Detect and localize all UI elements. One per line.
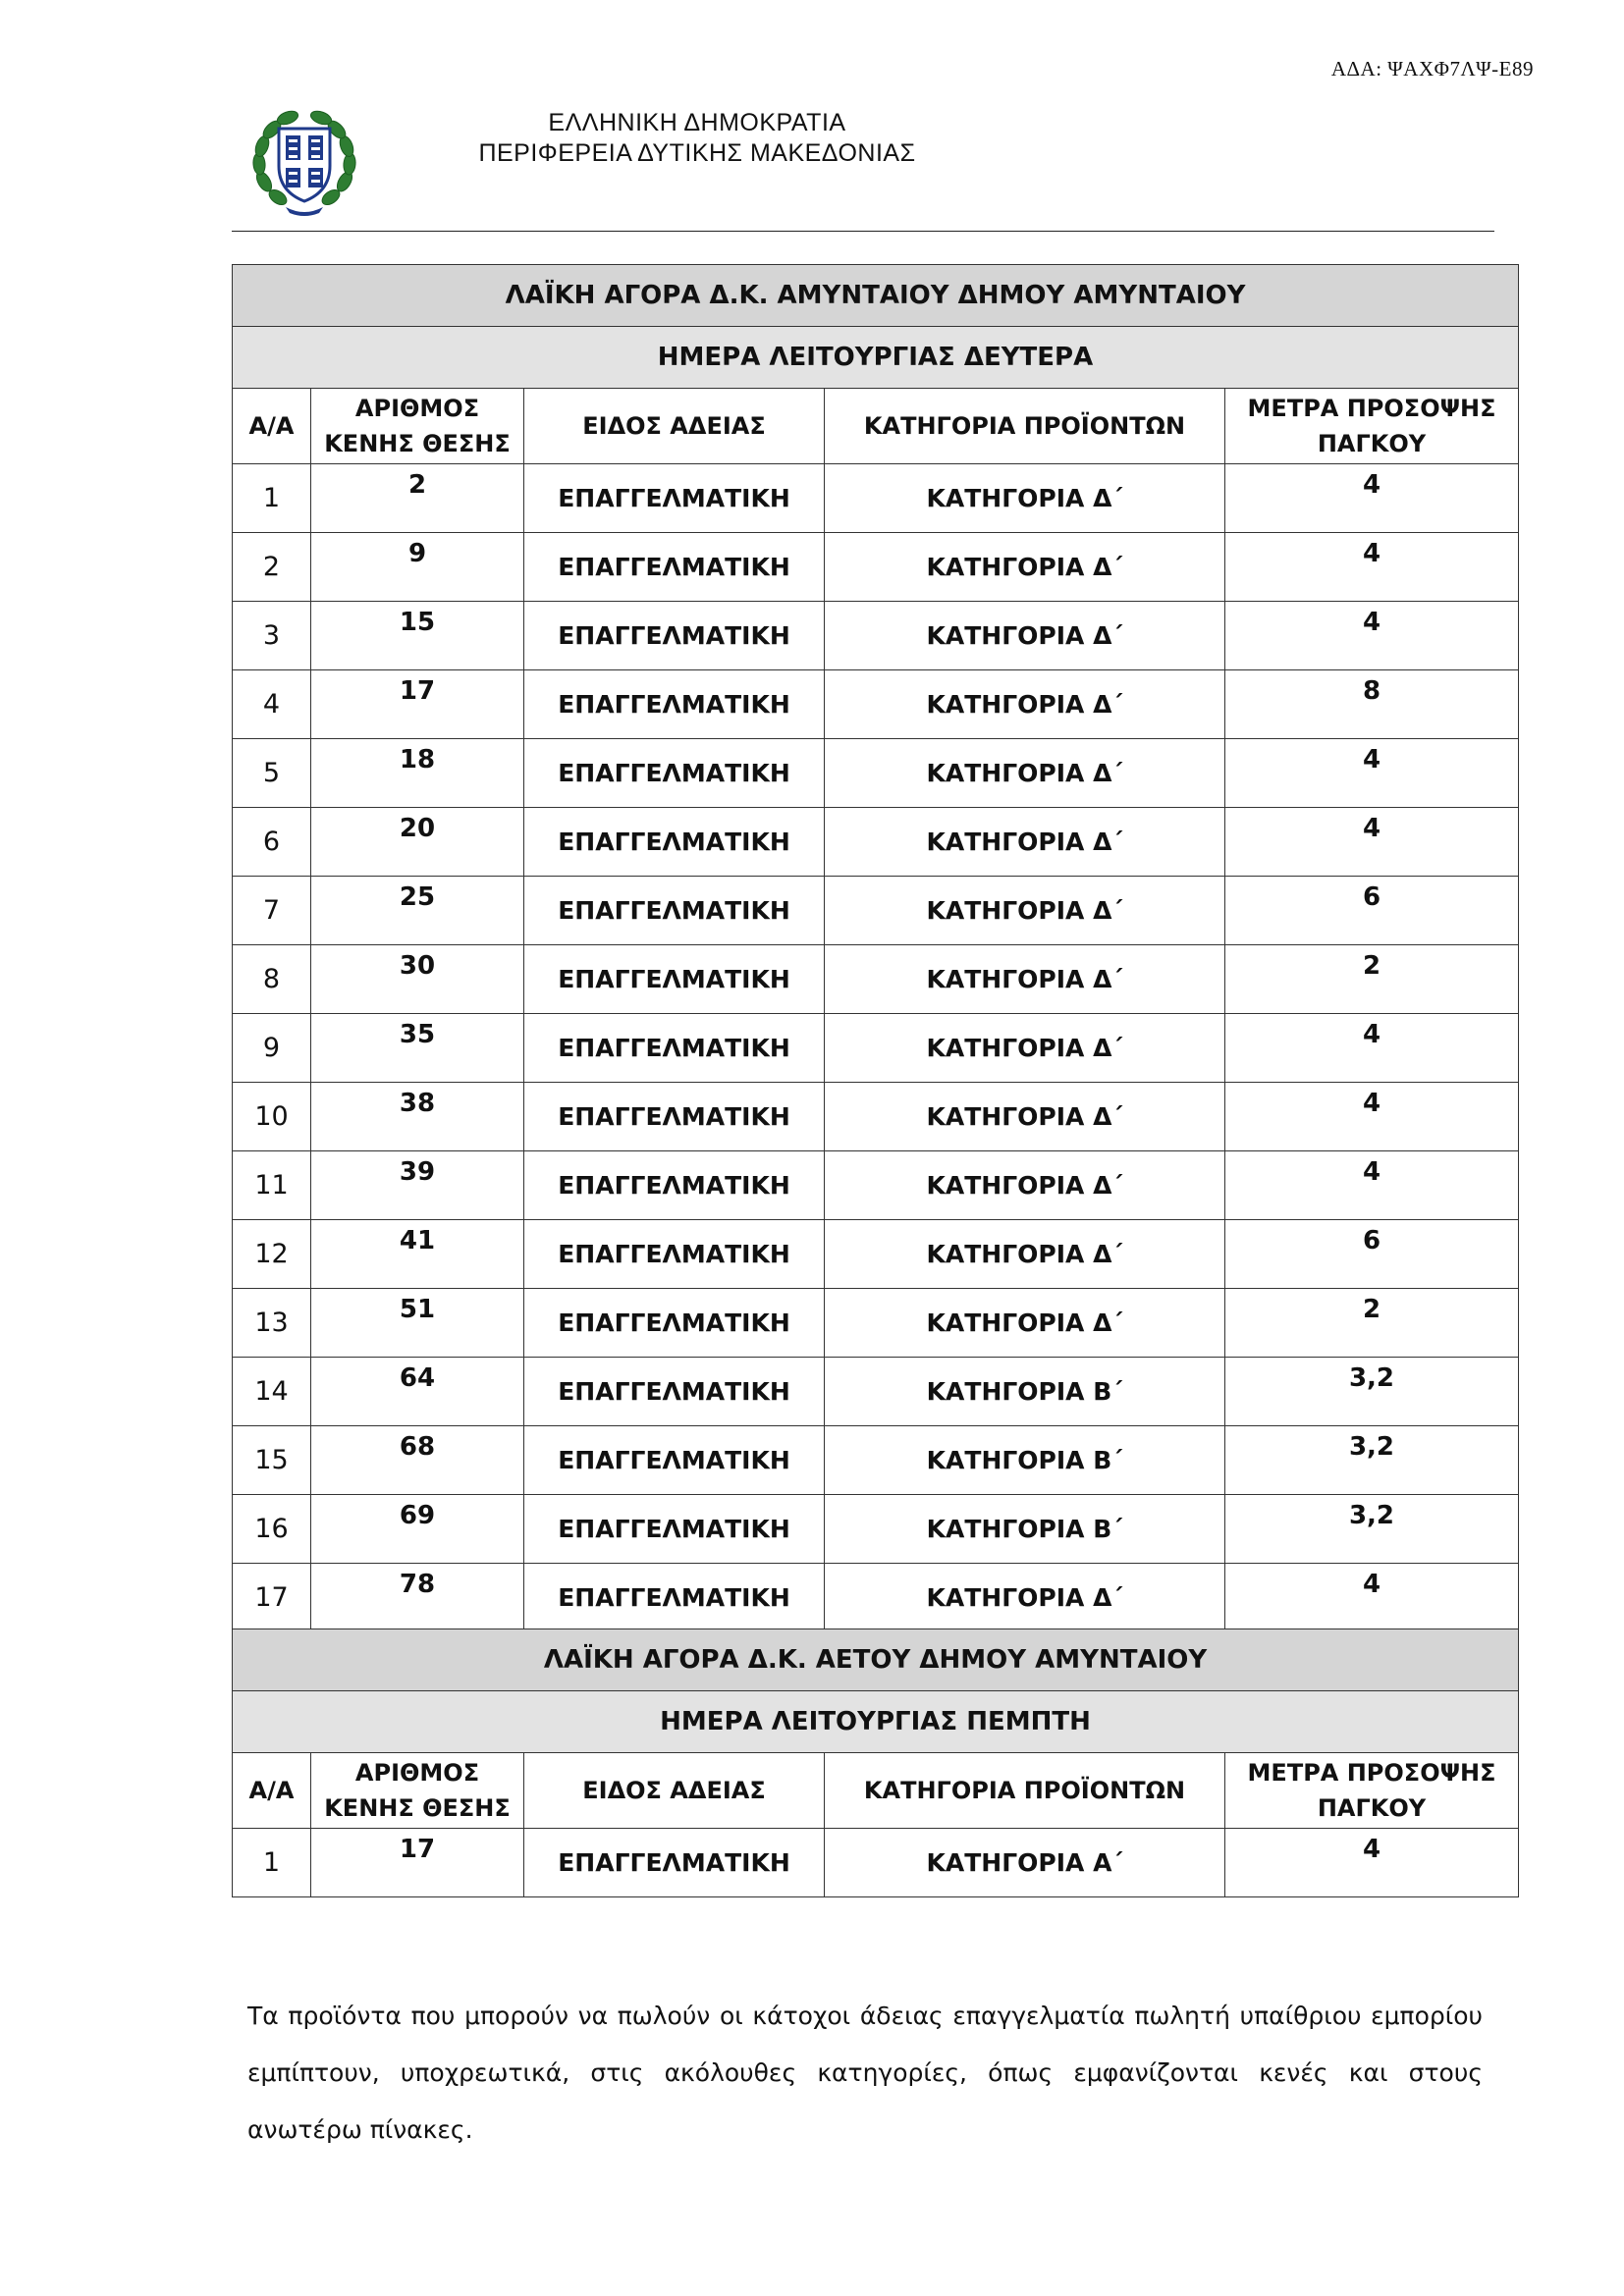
cell-category: ΚΑΤΗΓΟΡΙΑ Δ΄ [825, 739, 1225, 808]
cell-category: ΚΑΤΗΓΟΡΙΑ Δ΄ [825, 670, 1225, 739]
cell-license: ΕΠΑΓΓΕΛΜΑΤΙΚΗ [524, 1829, 825, 1897]
cell-position: 39 [311, 1151, 524, 1220]
cell-license: ΕΠΑΓΓΕΛΜΑΤΙΚΗ [524, 1358, 825, 1426]
cell-aa: 10 [233, 1083, 311, 1151]
col-header-aa: Α/Α [233, 1753, 311, 1829]
cell-license: ΕΠΑΓΓΕΛΜΑΤΙΚΗ [524, 1495, 825, 1564]
cell-meters: 4 [1225, 1564, 1519, 1632]
cell-category: ΚΑΤΗΓΟΡΙΑ Β΄ [825, 1426, 1225, 1495]
cell-category: ΚΑΤΗΓΟΡΙΑ Α΄ [825, 1829, 1225, 1897]
market-table-aetos [232, 1629, 1519, 1897]
cell-category: ΚΑΤΗΓΟΡΙΑ Δ΄ [825, 1083, 1225, 1151]
table-row [233, 1358, 1519, 1426]
cell-category: ΚΑΤΗΓΟΡΙΑ Β΄ [825, 1495, 1225, 1564]
cell-aa: 17 [233, 1564, 311, 1632]
cell-meters: 4 [1225, 808, 1519, 877]
cell-position: 68 [311, 1426, 524, 1495]
header-divider [232, 231, 1494, 232]
cell-position: 78 [311, 1564, 524, 1632]
cell-meters: 3,2 [1225, 1495, 1519, 1564]
cell-category: ΚΑΤΗΓΟΡΙΑ Δ΄ [825, 1014, 1225, 1083]
table-row [233, 739, 1519, 808]
cell-aa: 7 [233, 877, 311, 945]
cell-position: 25 [311, 877, 524, 945]
cell-meters: 6 [1225, 1220, 1519, 1289]
table-row [233, 1495, 1519, 1564]
cell-aa: 1 [233, 464, 311, 533]
table-row [233, 808, 1519, 877]
cell-position: 35 [311, 1014, 524, 1083]
cell-license: ΕΠΑΓΓΕΛΜΑΤΙΚΗ [524, 1220, 825, 1289]
cell-meters: 3,2 [1225, 1358, 1519, 1426]
table-title: ΛΑΪΚΗ ΑΓΟΡΑ Δ.Κ. ΑΕΤΟΥ ΔΗΜΟΥ ΑΜΥΝΤΑΙΟΥ [233, 1629, 1519, 1691]
cell-aa: 15 [233, 1426, 311, 1495]
table-row [233, 670, 1519, 739]
col-header-position: ΑΡΙΘΜΟΣ ΚΕΝΗΣ ΘΕΣΗΣ [311, 1753, 524, 1829]
cell-category: ΚΑΤΗΓΟΡΙΑ Δ΄ [825, 1564, 1225, 1632]
col-header-position: ΑΡΙΘΜΟΣ ΚΕΝΗΣ ΘΕΣΗΣ [311, 389, 524, 464]
cell-category: ΚΑΤΗΓΟΡΙΑ Δ΄ [825, 602, 1225, 670]
cell-aa: 5 [233, 739, 311, 808]
cell-position: 64 [311, 1358, 524, 1426]
header-country: ΕΛΛΗΝΙΚΗ ΔΗΜΟΚΡΑΤΙΑ [548, 109, 846, 136]
cell-aa: 3 [233, 602, 311, 670]
cell-category: ΚΑΤΗΓΟΡΙΑ Δ΄ [825, 533, 1225, 602]
cell-license: ΕΠΑΓΓΕΛΜΑΤΙΚΗ [524, 533, 825, 602]
cell-position: 51 [311, 1289, 524, 1358]
table-title: ΛΑΪΚΗ ΑΓΟΡΑ Δ.Κ. ΑΜΥΝΤΑΙΟΥ ΔΗΜΟΥ ΑΜΥΝΤΑΙΟΥ [233, 265, 1519, 327]
document-header [432, 108, 962, 169]
cell-license: ΕΠΑΓΓΕΛΜΑΤΙΚΗ [524, 1426, 825, 1495]
col-header-category: ΚΑΤΗΓΟΡΙΑ ΠΡΟΪΟΝΤΩΝ [825, 389, 1225, 464]
cell-position: 69 [311, 1495, 524, 1564]
cell-position: 17 [311, 1829, 524, 1897]
cell-position: 38 [311, 1083, 524, 1151]
cell-meters: 8 [1225, 670, 1519, 739]
cell-aa: 14 [233, 1358, 311, 1426]
cell-meters: 2 [1225, 1289, 1519, 1358]
cell-meters: 3,2 [1225, 1426, 1519, 1495]
cell-license: ΕΠΑΓΓΕΛΜΑΤΙΚΗ [524, 739, 825, 808]
col-header-license: ΕΙΔΟΣ ΑΔΕΙΑΣ [524, 389, 825, 464]
table-row [233, 533, 1519, 602]
cell-meters: 4 [1225, 1083, 1519, 1151]
table-row [233, 1564, 1519, 1632]
cell-aa: 12 [233, 1220, 311, 1289]
cell-category: ΚΑΤΗΓΟΡΙΑ Δ΄ [825, 877, 1225, 945]
cell-aa: 6 [233, 808, 311, 877]
cell-position: 2 [311, 464, 524, 533]
cell-position: 17 [311, 670, 524, 739]
cell-license: ΕΠΑΓΓΕΛΜΑΤΙΚΗ [524, 945, 825, 1014]
cell-aa: 16 [233, 1495, 311, 1564]
cell-category: ΚΑΤΗΓΟΡΙΑ Β΄ [825, 1358, 1225, 1426]
col-header-meters: ΜΕΤΡΑ ΠΡΟΣΟΨΗΣ ΠΑΓΚΟΥ [1225, 389, 1519, 464]
greek-emblem-icon [248, 105, 360, 217]
market-table-amyntaio [232, 264, 1519, 1632]
cell-meters: 2 [1225, 945, 1519, 1014]
cell-license: ΕΠΑΓΓΕΛΜΑΤΙΚΗ [524, 1289, 825, 1358]
table-day: ΗΜΕΡΑ ΛΕΙΤΟΥΡΓΙΑΣ ΠΕΜΠΤΗ [233, 1691, 1519, 1753]
cell-meters: 4 [1225, 1151, 1519, 1220]
body-paragraph: Τα προϊόντα που μπορούν να πωλούν οι κάτοχοι άδειας επαγγελματία πωλητή υπαίθριου εμπορίου εμπίπτουν, υποχρεωτικά, στις ακόλουθες κατηγορίες, όπως εμφανίζονται κενές και στους ανωτέρω πίνακες. [247, 2002, 1483, 2144]
cell-license: ΕΠΑΓΓΕΛΜΑΤΙΚΗ [524, 1014, 825, 1083]
table-row [233, 602, 1519, 670]
cell-aa: 8 [233, 945, 311, 1014]
cell-position: 41 [311, 1220, 524, 1289]
table-row [233, 1014, 1519, 1083]
cell-license: ΕΠΑΓΓΕΛΜΑΤΙΚΗ [524, 1564, 825, 1632]
cell-position: 30 [311, 945, 524, 1014]
header-region: ΠΕΡΙΦΕΡΕΙΑ ΔΥΤΙΚΗΣ ΜΑΚΕΔΟΝΙΑΣ [478, 139, 916, 167]
cell-meters: 4 [1225, 1014, 1519, 1083]
cell-meters: 4 [1225, 1829, 1519, 1897]
cell-position: 9 [311, 533, 524, 602]
cell-meters: 4 [1225, 602, 1519, 670]
table-row [233, 464, 1519, 533]
cell-category: ΚΑΤΗΓΟΡΙΑ Δ΄ [825, 808, 1225, 877]
cell-position: 20 [311, 808, 524, 877]
col-header-aa: Α/Α [233, 389, 311, 464]
table-row [233, 1220, 1519, 1289]
table-row [233, 1426, 1519, 1495]
cell-aa: 9 [233, 1014, 311, 1083]
table-row [233, 877, 1519, 945]
table-row [233, 1151, 1519, 1220]
table-day: ΗΜΕΡΑ ΛΕΙΤΟΥΡΓΙΑΣ ΔΕΥΤΕΡΑ [233, 327, 1519, 389]
table-row [233, 1829, 1519, 1897]
cell-meters: 4 [1225, 739, 1519, 808]
cell-aa: 13 [233, 1289, 311, 1358]
col-header-license: ΕΙΔΟΣ ΑΔΕΙΑΣ [524, 1753, 825, 1829]
cell-aa: 2 [233, 533, 311, 602]
cell-aa: 1 [233, 1829, 311, 1897]
cell-category: ΚΑΤΗΓΟΡΙΑ Δ΄ [825, 1220, 1225, 1289]
col-header-category: ΚΑΤΗΓΟΡΙΑ ΠΡΟΪΟΝΤΩΝ [825, 1753, 1225, 1829]
cell-position: 18 [311, 739, 524, 808]
cell-category: ΚΑΤΗΓΟΡΙΑ Δ΄ [825, 945, 1225, 1014]
table-row [233, 1289, 1519, 1358]
cell-license: ΕΠΑΓΓΕΛΜΑΤΙΚΗ [524, 464, 825, 533]
cell-position: 15 [311, 602, 524, 670]
cell-license: ΕΠΑΓΓΕΛΜΑΤΙΚΗ [524, 877, 825, 945]
cell-category: ΚΑΤΗΓΟΡΙΑ Δ΄ [825, 1289, 1225, 1358]
table-row [233, 1083, 1519, 1151]
cell-license: ΕΠΑΓΓΕΛΜΑΤΙΚΗ [524, 670, 825, 739]
col-header-meters: ΜΕΤΡΑ ΠΡΟΣΟΨΗΣ ΠΑΓΚΟΥ [1225, 1753, 1519, 1829]
cell-meters: 6 [1225, 877, 1519, 945]
cell-category: ΚΑΤΗΓΟΡΙΑ Δ΄ [825, 464, 1225, 533]
ada-code: ΑΔΑ: ΨΑΧΦ7ΛΨ-Ε89 [1330, 57, 1534, 80]
cell-category: ΚΑΤΗΓΟΡΙΑ Δ΄ [825, 1151, 1225, 1220]
cell-meters: 4 [1225, 533, 1519, 602]
cell-aa: 11 [233, 1151, 311, 1220]
cell-license: ΕΠΑΓΓΕΛΜΑΤΙΚΗ [524, 1151, 825, 1220]
cell-license: ΕΠΑΓΓΕΛΜΑΤΙΚΗ [524, 1083, 825, 1151]
cell-aa: 4 [233, 670, 311, 739]
table-row [233, 945, 1519, 1014]
cell-license: ΕΠΑΓΓΕΛΜΑΤΙΚΗ [524, 808, 825, 877]
cell-meters: 4 [1225, 464, 1519, 533]
cell-license: ΕΠΑΓΓΕΛΜΑΤΙΚΗ [524, 602, 825, 670]
